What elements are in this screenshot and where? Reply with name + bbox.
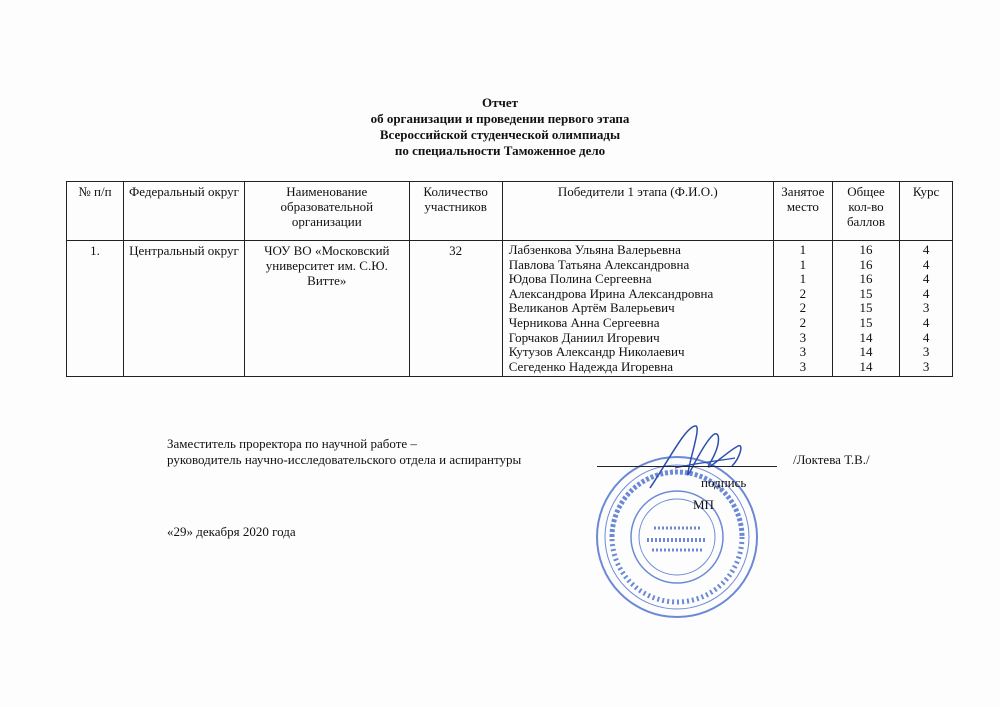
- signer-name: /Локтева Т.В./: [793, 452, 870, 467]
- winner-place: 2: [799, 300, 807, 316]
- winner-course: 4: [922, 271, 930, 287]
- position-line-2: руководитель научно-исследовательского отдела и аспирантуры: [167, 452, 522, 467]
- winner-place: 1: [799, 271, 807, 287]
- title-line-3: Всероссийской студенческой олимпиады: [379, 127, 621, 142]
- cell-winner-names: [502, 241, 773, 377]
- winner-name: Горчаков Даниил Игоревич: [508, 329, 660, 345]
- winner-score: 16: [859, 256, 873, 272]
- winner-course: 4: [922, 242, 930, 257]
- winner-place: 3: [799, 329, 807, 345]
- winner-place: 2: [799, 314, 807, 330]
- winner-place: 3: [799, 344, 807, 360]
- winner-course: 4: [922, 314, 930, 330]
- signature-caption: подпись: [701, 475, 747, 490]
- winner-name: Павлова Татьяна Александровна: [508, 256, 690, 272]
- header-district: Федеральный округ: [123, 182, 244, 241]
- winner-score: 16: [859, 271, 873, 287]
- winner-name: Александрова Ирина Александровна: [508, 285, 714, 301]
- winner-name: Кутузов Александр Николаевич: [508, 344, 685, 360]
- winner-score: 15: [859, 300, 873, 316]
- winner-name: Великанов Артём Валерьевич: [508, 300, 675, 316]
- position-line-1: Заместитель проректора по научной работе –: [167, 436, 417, 451]
- winner-name: Юдова Полина Сергеевна: [508, 271, 652, 287]
- table-row: [67, 241, 953, 377]
- header-score: Общее кол-во баллов: [832, 182, 899, 241]
- winner-name: Черникова Анна Сергеевна: [508, 314, 660, 330]
- winner-course: 4: [922, 256, 930, 272]
- header-winners: Победители 1 этапа (Ф.И.О.): [502, 182, 773, 241]
- winner-course: 3: [922, 358, 930, 374]
- winner-score: 14: [859, 358, 873, 374]
- signatory-position: [167, 436, 521, 468]
- header-course: Курс: [900, 182, 953, 241]
- winner-name: Лабзенкова Ульяна Валерьевна: [508, 242, 681, 257]
- winner-score: 16: [859, 242, 873, 257]
- cell-num: 1.: [67, 241, 124, 377]
- report-title: [0, 95, 1000, 159]
- winner-score: 14: [859, 329, 873, 345]
- winner-score: 15: [859, 314, 873, 330]
- winner-place: 3: [799, 358, 807, 374]
- winner-name: Сегеденко Надежда Игоревна: [508, 358, 674, 374]
- title-line-2: об организации и проведении первого этапа: [370, 111, 630, 126]
- cell-winner-places: [773, 241, 832, 377]
- winner-score: 14: [859, 344, 873, 360]
- cell-winner-courses: [900, 241, 953, 377]
- header-count: Количество участников: [409, 182, 502, 241]
- cell-org: ЧОУ ВО «Московский университет им. С.Ю. Витте»: [245, 241, 410, 377]
- header-place: Занятое место: [773, 182, 832, 241]
- title-line-1: Отчет: [482, 95, 518, 110]
- winner-place: 1: [799, 242, 807, 257]
- title-line-4: по специальности Таможенное дело: [394, 143, 606, 158]
- winner-place: 2: [799, 285, 807, 301]
- winners-table: [66, 181, 953, 377]
- header-num: № п/п: [67, 182, 124, 241]
- winner-course: 4: [922, 329, 930, 345]
- table-header-row: [67, 182, 953, 241]
- cell-district: Центральный округ: [123, 241, 244, 377]
- signature-line: [597, 466, 777, 467]
- cell-count: 32: [409, 241, 502, 377]
- winner-score: 15: [859, 285, 873, 301]
- winner-place: 1: [799, 256, 807, 272]
- winner-course: 4: [922, 285, 930, 301]
- winner-course: 3: [922, 300, 930, 316]
- stamp-label: МП: [693, 497, 714, 512]
- header-org: Наименование образовательной организации: [245, 182, 410, 241]
- cell-winner-scores: [832, 241, 899, 377]
- document-date: «29» декабря 2020 года: [167, 524, 296, 539]
- winner-course: 3: [922, 344, 930, 360]
